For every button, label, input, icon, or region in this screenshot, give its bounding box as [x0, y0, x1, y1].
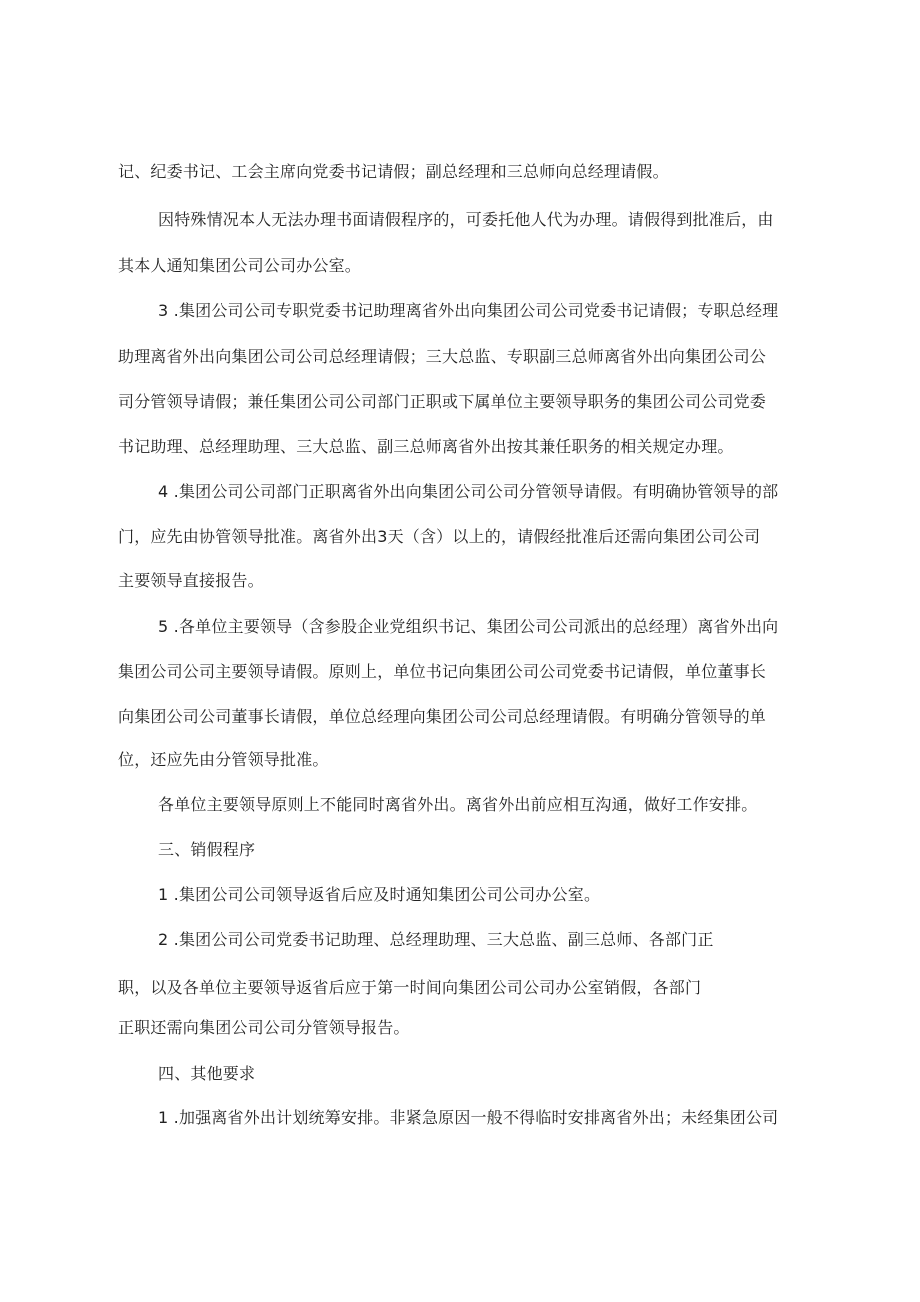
text-line-5: 助理离省外出向集团公司公司总经理请假；三大总监、专职副三总师离省外出向集团公司公: [118, 347, 767, 366]
text-line-22: 1 .加强离省外出计划统筹安排。非紧急原因一般不得临时安排离省外出；未经集团公司: [158, 1108, 779, 1127]
text-line-7: 书记助理、总经理助理、三大总监、副三总师离省外出按其兼任职务的相关规定办理。: [118, 437, 734, 456]
text-line-15: 各单位主要领导原则上不能同时离省外出。离省外出前应相互沟通，做好工作安排。: [158, 795, 758, 814]
text-line-10: 主要领导直接报告。: [118, 571, 264, 590]
section-heading-3: 三、销假程序: [158, 840, 256, 859]
text-line-14: 位，还应先由分管领导批准。: [118, 750, 329, 769]
text-line-3: 其本人通知集团公司公司办公室。: [118, 256, 362, 275]
text-line-8: 4 .集团公司公司部门正职离省外出向集团公司公司分管领导请假。有明确协管领导的部: [158, 482, 779, 501]
text-line-9: 门，应先由协管领导批准。离省外出3天（含）以上的，请假经批准后还需向集团公司公司: [118, 527, 761, 546]
text-line-1: 记、纪委书记、工会主席向党委书记请假；副总经理和三总师向总经理请假。: [118, 162, 669, 181]
text-line-2: 因特殊情况本人无法办理书面请假程序的，可委托他人代为办理。请假得到批准后，由: [158, 210, 774, 229]
text-line-11: 5 .各单位主要领导（含参股企业党组织书记、集团公司公司派出的总经理）离省外出向: [158, 617, 779, 636]
text-line-17: 1 .集团公司公司领导返省后应及时通知集团公司公司办公室。: [158, 885, 601, 904]
text-line-20: 正职还需向集团公司公司分管领导报告。: [118, 1018, 410, 1037]
text-line-13: 向集团公司公司董事长请假，单位总经理向集团公司公司总经理请假。有明确分管领导的单: [118, 707, 767, 726]
section-heading-4: 四、其他要求: [158, 1064, 256, 1083]
text-line-18: 2 .集团公司公司党委书记助理、总经理助理、三大总监、副三总师、各部门正: [158, 930, 714, 949]
text-line-4: 3 .集团公司公司专职党委书记助理离省外出向集团公司公司党委书记请假；专职总经理: [158, 301, 779, 320]
text-line-12: 集团公司公司主要领导请假。原则上，单位书记向集团公司公司党委书记请假，单位董事长: [118, 662, 767, 681]
text-line-19: 职，以及各单位主要领导返省后应于第一时间向集团公司公司办公室销假，各部门: [118, 978, 702, 997]
text-line-6: 司分管领导请假；兼任集团公司公司部门正职或下属单位主要领导职务的集团公司公司党委: [118, 392, 767, 411]
